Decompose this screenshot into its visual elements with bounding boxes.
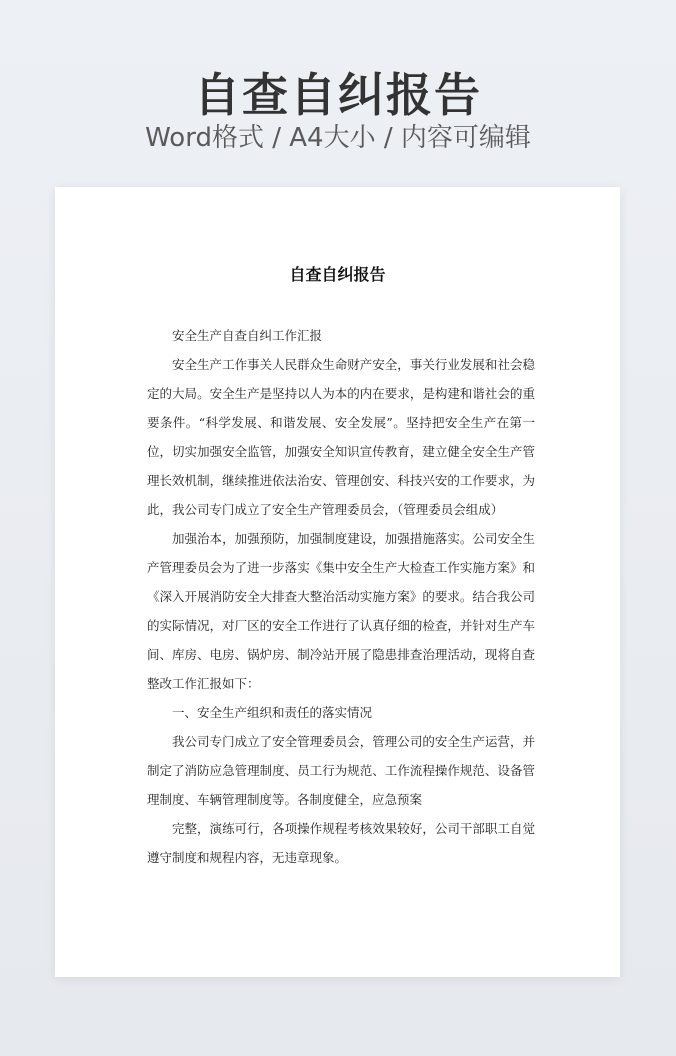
paragraph: 完整，演练可行，各项操作规程考核效果较好，公司干部职工自觉遵守制度和规程内容，无违章现象。 — [147, 821, 535, 865]
paragraph-heading: 安全生产自查自纠工作汇报 — [172, 328, 323, 343]
document-body — [147, 321, 535, 872]
section-heading: 一、安全生产组织和责任的落实情况 — [172, 705, 373, 720]
document-title: 自查自纠报告 — [289, 265, 386, 284]
banner-subtitle: Word格式 / A4大小 / 内容可编辑 — [145, 123, 531, 153]
paragraph: 加强治本，加强预防，加强制度建设，加强措施落实。公司安全生产管理委员会为了进一步落实《集中安全生产大检查工作实施方案》和《深入开展消防安全大排查大整治活动实施方案》的要求。结合我公司的实际情况，对厂区的安全工作进行了认真仔细的检查，并针对生产车间、库房、电房、锅炉房、制冷站开展了隐患排查治理活动，现将自查整改工作汇报如下： — [147, 531, 535, 691]
paragraph: 安全生产工作事关人民群众生命财产安全，事关行业发展和社会稳定的大局。安全生产是坚持以人为本的内在要求，是构建和谐社会的重要条件。“科学发展、和谐发展、安全发展”。坚持把安全生产在第一位，切实加强安全监管，加强安全知识宣传教育，建立健全安全生产管理长效机制，继续推进依法治安、管理创安、科技兴安的工作要求，为此，我公司专门成立了安全生产管理委员会，（管理委员会组成） — [147, 357, 535, 517]
banner-title: 自查自纠报告 — [194, 68, 482, 122]
paragraph: 我公司专门成立了安全管理委员会，管理公司的安全生产运营，并制定了消防应急管理制度、员工行为规范、工作流程操作规范、设备管理制度、车辆管理制度等。各制度健全，应急预案 — [147, 734, 535, 807]
document-page — [55, 187, 620, 977]
